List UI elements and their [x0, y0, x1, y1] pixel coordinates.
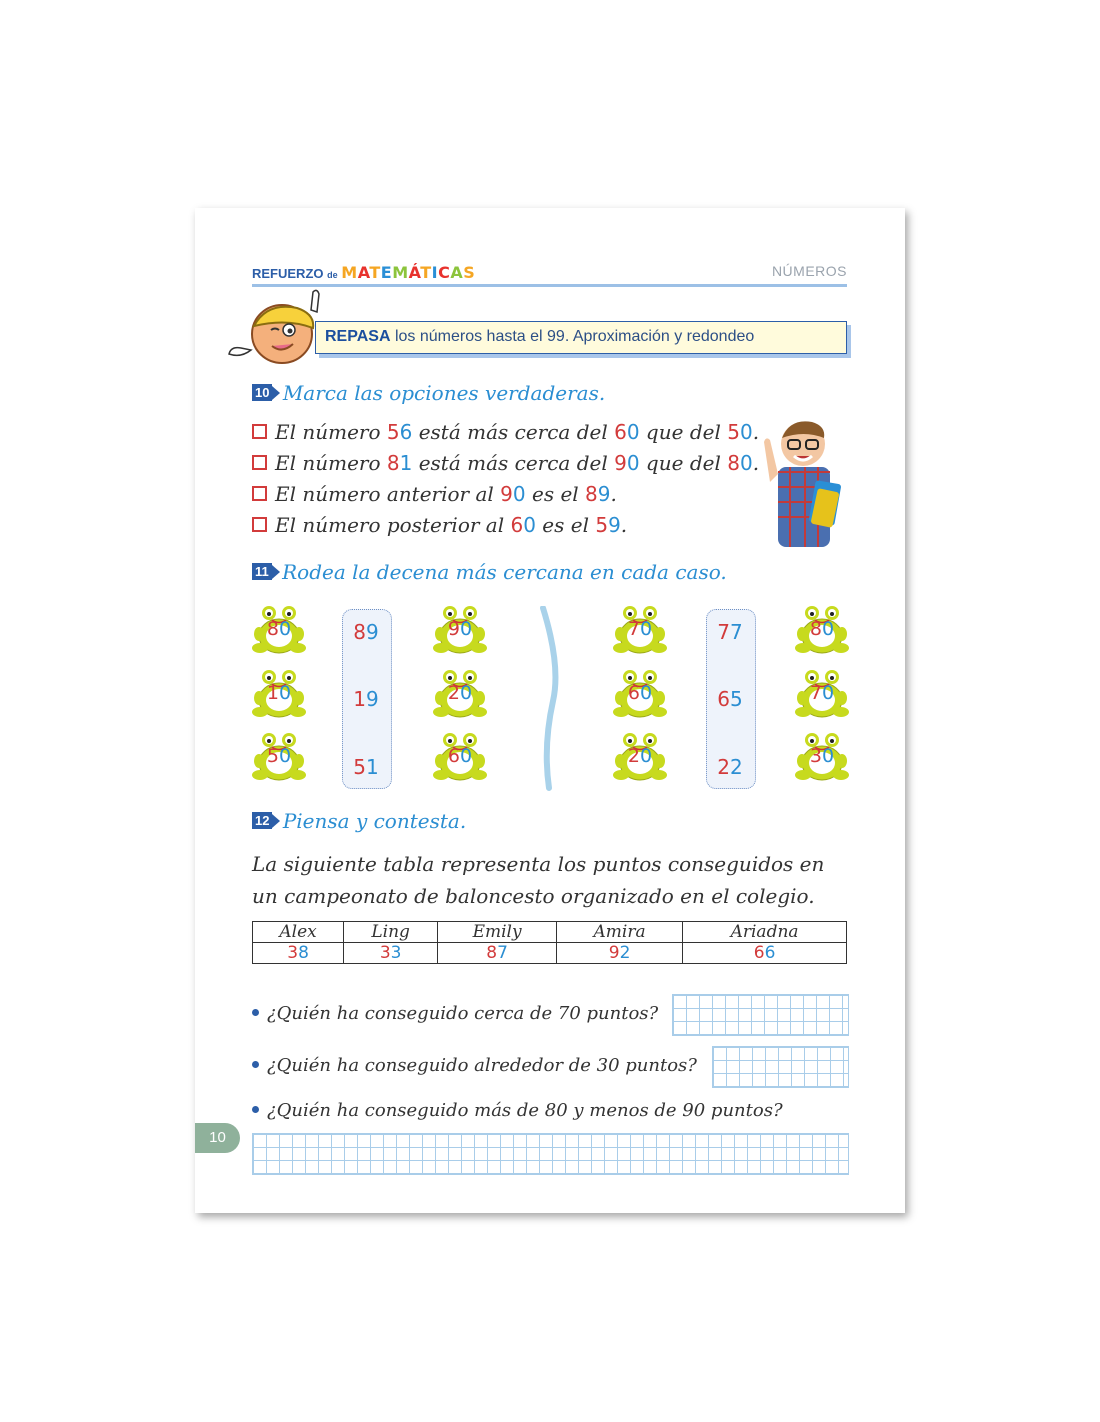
frog-digit-tens: 8	[266, 618, 279, 640]
frog-digit-units: 0	[640, 682, 653, 704]
player-name: Emily	[438, 922, 557, 943]
brand-letter: T	[369, 263, 381, 282]
bullet-icon	[252, 1009, 259, 1016]
frog-number	[795, 745, 849, 767]
brand-letter: A	[357, 263, 370, 282]
number-to-round	[706, 620, 754, 644]
frog-digit-tens: 3	[809, 745, 822, 767]
checkbox[interactable]	[252, 517, 267, 532]
points-tens: 9	[608, 943, 620, 963]
number-b-tens: 9	[614, 451, 627, 475]
frog-digit-units: 0	[640, 618, 653, 640]
statement-end: .	[752, 451, 760, 475]
section-title: NÚMEROS	[771, 263, 847, 279]
checkbox[interactable]	[252, 455, 267, 470]
digit-tens: 8	[353, 620, 366, 644]
number-to-round	[342, 620, 390, 644]
checkbox[interactable]	[252, 486, 267, 501]
frog-digit-units: 0	[279, 682, 292, 704]
statement-text: es el	[525, 482, 586, 506]
number-a-tens: 8	[386, 451, 400, 475]
points-tens: 3	[287, 943, 299, 963]
number-b-tens: 8	[585, 482, 598, 506]
frog-digit-units: 0	[460, 745, 473, 767]
frog-option-left[interactable]	[613, 604, 667, 658]
points-tens: 3	[379, 943, 391, 963]
checkbox[interactable]	[252, 424, 267, 439]
digit-units: 5	[730, 687, 743, 711]
number-a-tens: 9	[500, 482, 513, 506]
question-1: ¿Quién ha conseguido cerca de 70 puntos?	[252, 1003, 658, 1024]
number-c-units: 0	[739, 451, 753, 475]
brand-letter: M	[392, 263, 409, 282]
page-number: 10	[195, 1123, 240, 1153]
number-to-round	[706, 755, 754, 779]
number-to-round	[342, 755, 390, 779]
frog-digit-units: 0	[460, 618, 473, 640]
statement-text: está más cerca del	[412, 451, 615, 475]
frog-digit-tens: 5	[266, 745, 279, 767]
player-points	[344, 943, 438, 964]
boy-with-books-image	[760, 412, 845, 547]
brand-letter: I	[431, 263, 439, 282]
answer-grid-3[interactable]	[252, 1133, 849, 1175]
frog-number	[433, 682, 487, 704]
frog-digit-units: 0	[822, 618, 835, 640]
number-to-round	[706, 687, 754, 711]
statement-end: .	[620, 513, 628, 537]
number-b-units: 9	[608, 513, 621, 537]
points-tens: 8	[486, 943, 498, 963]
frog-number	[613, 682, 667, 704]
frog-digit-tens: 2	[627, 745, 640, 767]
frog-number	[252, 682, 306, 704]
lesson-banner: REPASA los números hasta el 99. Aproximación y redondeo	[315, 321, 847, 354]
statement-2	[252, 451, 759, 475]
number-a-units: 1	[399, 451, 413, 475]
digit-tens: 6	[717, 687, 730, 711]
statement-1	[252, 420, 759, 444]
number-c-tens: 8	[727, 451, 740, 475]
frog-digit-tens: 7	[809, 682, 822, 704]
number-c-tens: 5	[727, 420, 740, 444]
frog-digit-tens: 6	[447, 745, 460, 767]
number-a-units: 6	[399, 420, 413, 444]
points-table	[252, 921, 847, 964]
number-b-units: 9	[597, 482, 611, 506]
number-c-units: 0	[739, 420, 753, 444]
statement-end: .	[610, 482, 617, 506]
frog-digit-units: 0	[279, 618, 292, 640]
digit-units: 2	[730, 755, 743, 779]
digit-tens: 5	[353, 755, 366, 779]
brand-matematicas	[341, 263, 475, 282]
frog-digit-tens: 7	[627, 618, 640, 640]
table-header-row	[253, 922, 847, 943]
digit-tens: 1	[353, 687, 366, 711]
frog-option-left[interactable]	[252, 668, 306, 722]
frog-number	[252, 618, 306, 640]
frog-option-left[interactable]	[613, 668, 667, 722]
number-a-tens: 5	[386, 420, 400, 444]
frog-number	[433, 745, 487, 767]
points-units: 2	[619, 943, 631, 963]
frog-number	[795, 682, 849, 704]
frog-option-left[interactable]	[252, 731, 306, 785]
frog-digit-units: 0	[279, 745, 292, 767]
brand-letter: M	[341, 263, 358, 282]
player-points	[253, 943, 344, 964]
frog-option-right[interactable]	[795, 604, 849, 658]
frog-number	[252, 745, 306, 767]
workbook-page	[195, 208, 905, 1213]
brand-letter: A	[450, 263, 464, 282]
statement-text: El número anterior al	[275, 482, 501, 506]
answer-grid-2[interactable]	[712, 1046, 849, 1088]
statement-end: .	[752, 420, 760, 444]
mascot-icon	[227, 288, 327, 366]
player-name: Ling	[344, 922, 438, 943]
number-b-tens: 6	[614, 420, 627, 444]
player-name: Ariadna	[683, 922, 847, 943]
bullet-icon	[252, 1061, 259, 1068]
frog-digit-units: 0	[640, 745, 653, 767]
exercise-11-title: 11 Rodea la decena más cercana en cada caso.	[252, 560, 727, 584]
frog-digit-units: 0	[460, 682, 473, 704]
statement-3	[252, 482, 617, 506]
statement-text: El número	[275, 451, 387, 475]
brand-title: REFUERZO de MATEMÁTICAS	[252, 263, 476, 282]
points-units: 3	[390, 943, 402, 963]
points-tens: 6	[753, 943, 765, 963]
player-name: Amira	[556, 922, 682, 943]
answer-grid-1[interactable]	[672, 994, 849, 1036]
points-units: 6	[764, 943, 776, 963]
frog-digit-tens: 8	[809, 618, 822, 640]
question-2: ¿Quién ha conseguido alrededor de 30 puntos?	[252, 1055, 697, 1076]
digit-units: 7	[730, 620, 743, 644]
brand-letter: C	[438, 263, 451, 282]
frog-number	[795, 618, 849, 640]
player-name: Alex	[253, 922, 344, 943]
digit-units: 9	[366, 620, 379, 644]
frog-option-right[interactable]	[795, 731, 849, 785]
frog-digit-units: 0	[822, 682, 835, 704]
statement-text: El número	[275, 420, 387, 444]
frog-digit-tens: 6	[627, 682, 640, 704]
player-points	[438, 943, 557, 964]
frog-option-left[interactable]	[252, 604, 306, 658]
brand-letter: T	[420, 263, 432, 282]
group-divider-curve	[535, 606, 565, 791]
brand-letter: S	[463, 263, 476, 282]
digit-units: 1	[366, 755, 379, 779]
frog-number	[433, 618, 487, 640]
exercise-12-title: 12 Piensa y contesta.	[252, 809, 466, 833]
number-a-units: 0	[512, 482, 526, 506]
frog-option-right[interactable]	[433, 731, 487, 785]
frog-option-left[interactable]	[613, 731, 667, 785]
number-a-units: 0	[523, 513, 536, 537]
brand-letter: E	[380, 263, 393, 282]
frog-option-right[interactable]	[433, 668, 487, 722]
points-units: 7	[497, 943, 508, 963]
statement-4	[252, 513, 627, 537]
frog-option-right[interactable]	[433, 604, 487, 658]
frog-digit-units: 0	[822, 745, 835, 767]
statement-text: El número posterior al	[275, 513, 511, 537]
player-points	[556, 943, 682, 964]
question-3: ¿Quién ha conseguido más de 80 y menos de 90 puntos?	[252, 1100, 783, 1121]
digit-tens: 2	[717, 755, 730, 779]
frog-digit-tens: 2	[447, 682, 460, 704]
digit-tens: 7	[717, 620, 730, 644]
number-a-tens: 6	[510, 513, 524, 537]
bullet-icon	[252, 1106, 259, 1113]
statement-text: está más cerca del	[412, 420, 615, 444]
frog-digit-tens: 9	[447, 618, 460, 640]
frog-option-right[interactable]	[795, 668, 849, 722]
exercise-10-title: 10 Marca las opciones verdaderas.	[252, 381, 605, 405]
player-points	[683, 943, 847, 964]
table-values-row	[253, 943, 847, 964]
number-to-round	[342, 687, 390, 711]
number-b-tens: 5	[595, 513, 609, 537]
statement-text: es el	[535, 513, 596, 537]
number-b-units: 0	[626, 451, 640, 475]
frog-number	[613, 618, 667, 640]
digit-units: 9	[366, 687, 379, 711]
header-divider	[252, 284, 847, 287]
frog-digit-tens: 1	[266, 682, 279, 704]
statement-text: que del	[639, 451, 728, 475]
statement-text: que del	[639, 420, 728, 444]
frog-number	[613, 745, 667, 767]
points-units: 8	[298, 943, 309, 963]
brand-letter: Á	[408, 263, 421, 282]
exercise-12-paragraph: La siguiente tabla representa los puntos conseguidos en un campeonato de baloncesto organizado en el colegio.	[252, 852, 825, 908]
number-b-units: 0	[626, 420, 640, 444]
